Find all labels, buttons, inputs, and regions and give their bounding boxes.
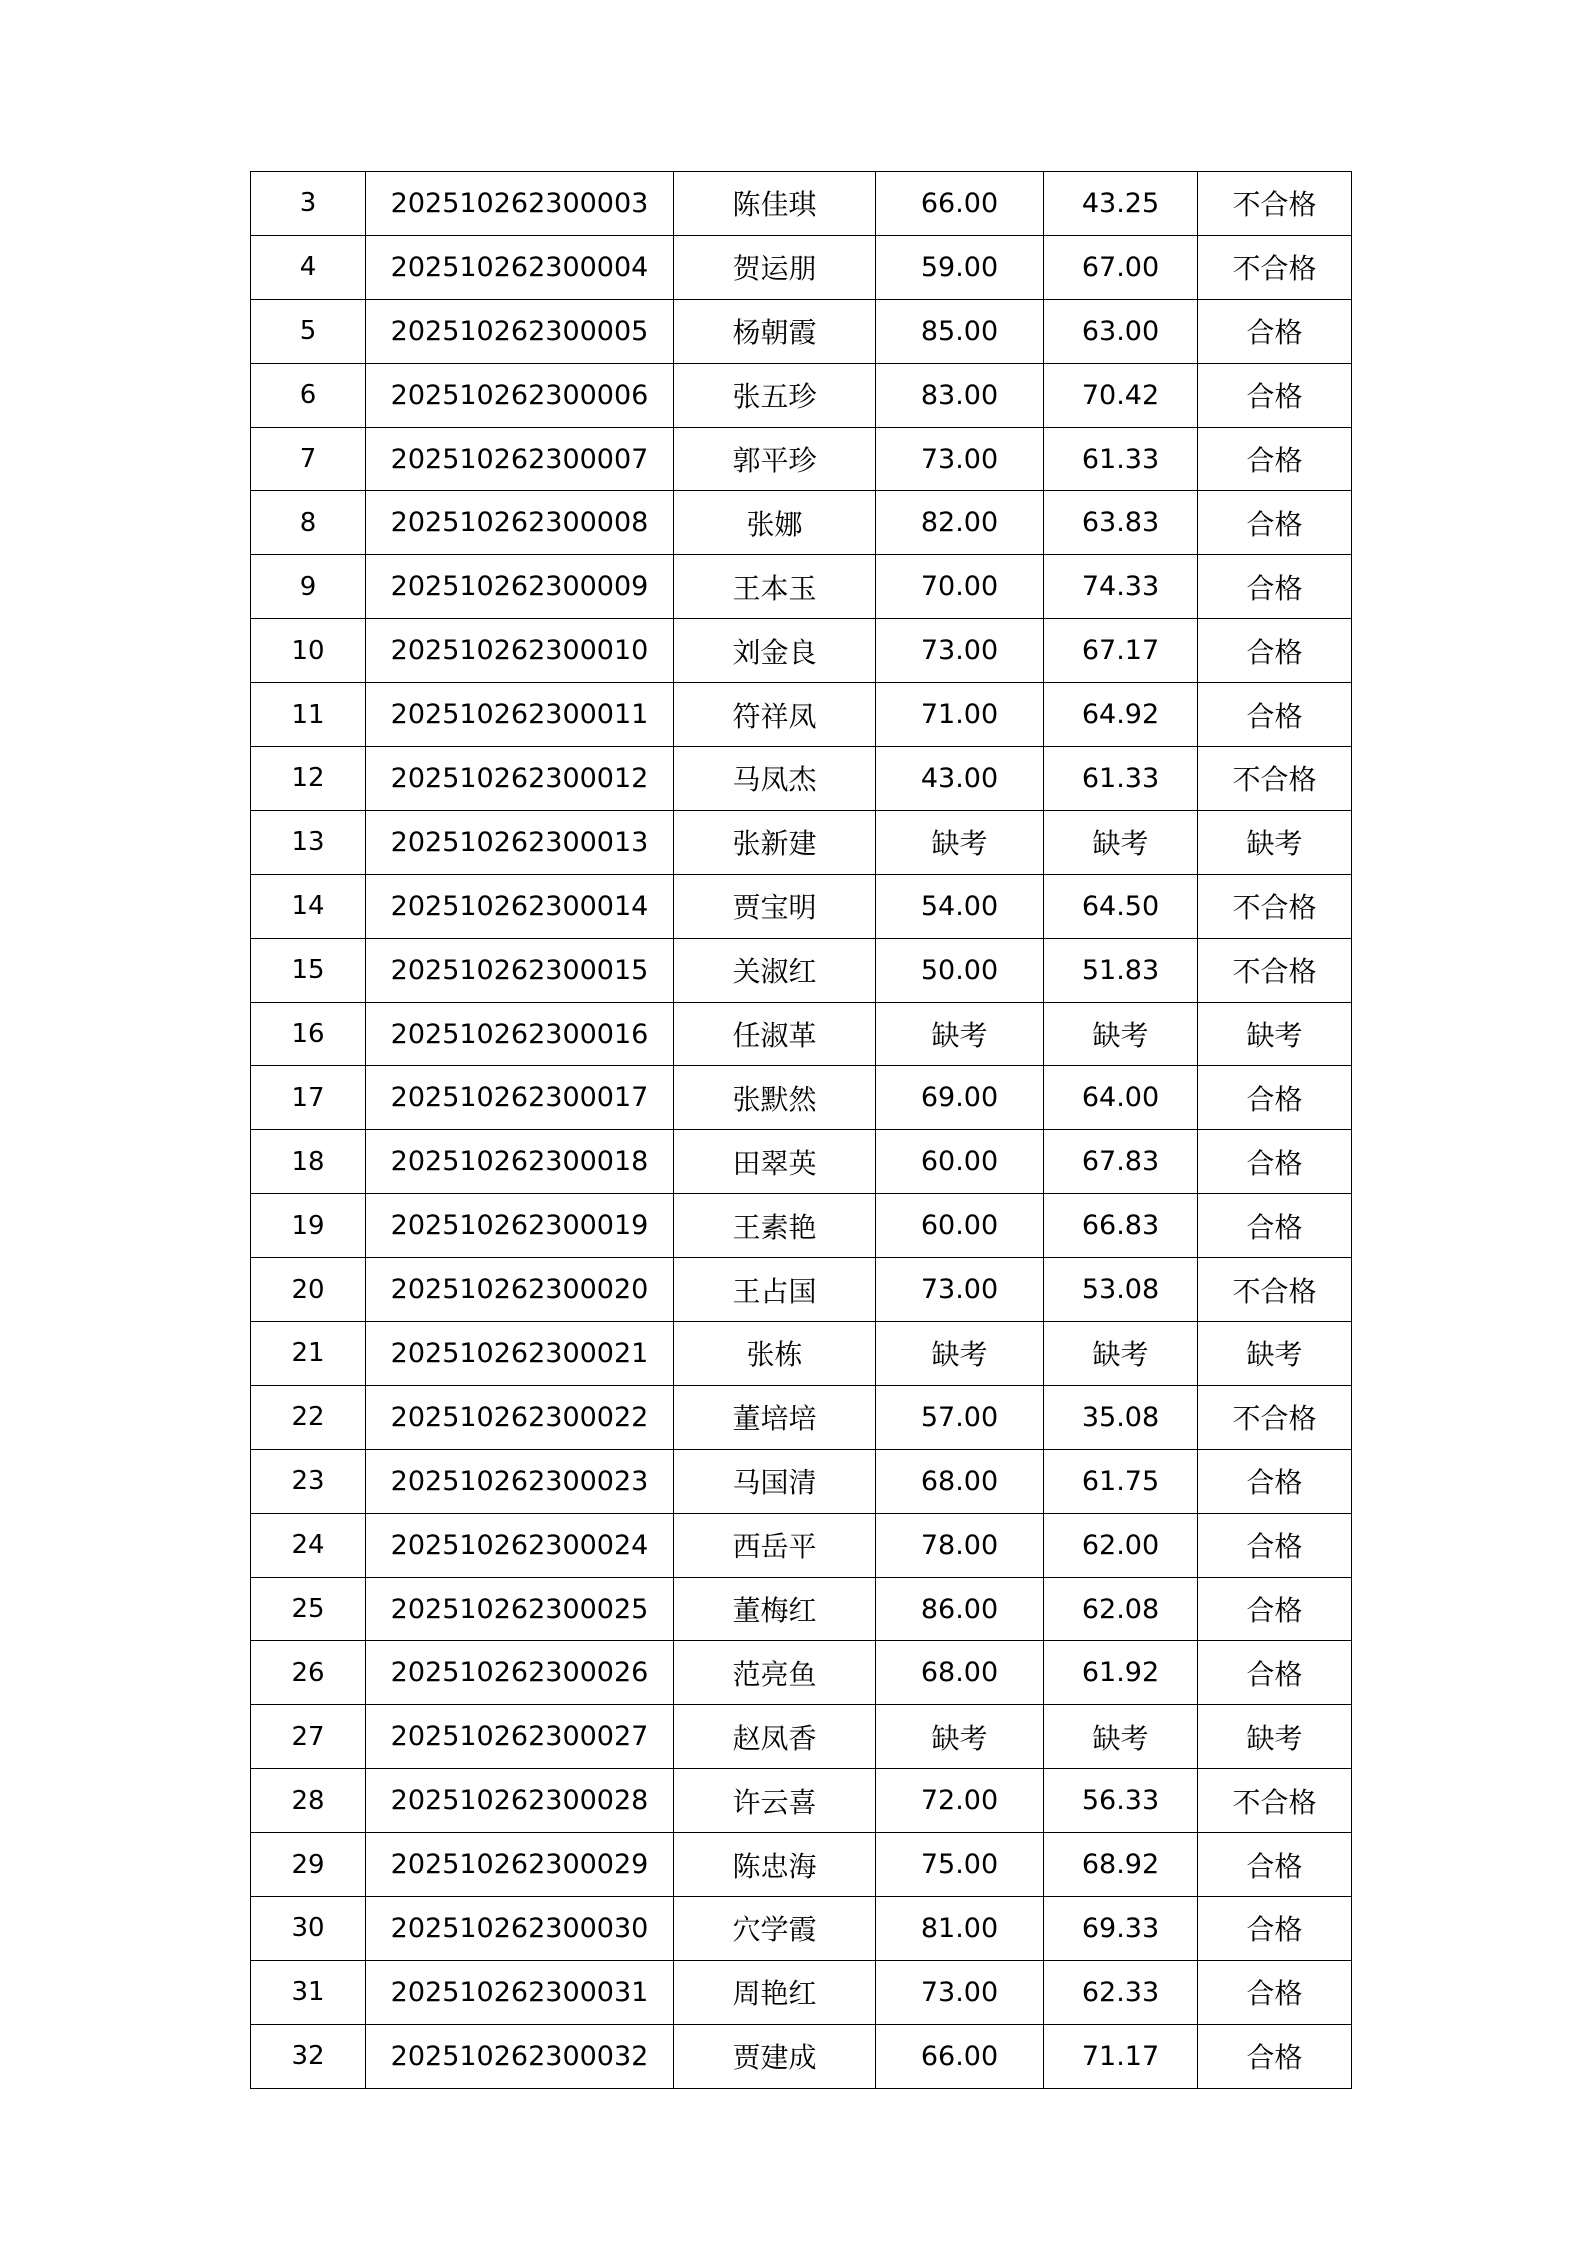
row-number-cell: 22 xyxy=(251,1385,366,1449)
exam-id-cell: 202510262300031 xyxy=(366,1960,674,2024)
table-row xyxy=(251,2024,1352,2088)
candidate-name-cell: 马国清 xyxy=(674,1449,876,1513)
result-cell: 合格 xyxy=(1198,1194,1352,1258)
row-number-cell: 29 xyxy=(251,1833,366,1897)
table-row xyxy=(251,810,1352,874)
table-row xyxy=(251,1385,1352,1449)
score-2-cell: 69.33 xyxy=(1044,1897,1198,1961)
row-number-cell: 12 xyxy=(251,747,366,811)
score-2-cell: 66.83 xyxy=(1044,1194,1198,1258)
result-cell: 不合格 xyxy=(1198,172,1352,236)
result-cell: 缺考 xyxy=(1198,1705,1352,1769)
exam-id-cell: 202510262300004 xyxy=(366,235,674,299)
score-2-cell: 64.50 xyxy=(1044,874,1198,938)
result-cell: 合格 xyxy=(1198,1066,1352,1130)
table-row xyxy=(251,1897,1352,1961)
exam-id-cell: 202510262300017 xyxy=(366,1066,674,1130)
table-row xyxy=(251,1449,1352,1513)
candidate-name-cell: 王本玉 xyxy=(674,555,876,619)
score-2-cell: 64.00 xyxy=(1044,1066,1198,1130)
exam-id-cell: 202510262300018 xyxy=(366,1130,674,1194)
exam-id-cell: 202510262300019 xyxy=(366,1194,674,1258)
score-1-cell: 缺考 xyxy=(876,1705,1044,1769)
score-1-cell: 59.00 xyxy=(876,235,1044,299)
row-number-cell: 31 xyxy=(251,1960,366,2024)
candidate-name-cell: 王素艳 xyxy=(674,1194,876,1258)
score-1-cell: 57.00 xyxy=(876,1385,1044,1449)
score-1-cell: 68.00 xyxy=(876,1641,1044,1705)
table-row xyxy=(251,619,1352,683)
table-row xyxy=(251,1577,1352,1641)
candidate-name-cell: 刘金良 xyxy=(674,619,876,683)
row-number-cell: 19 xyxy=(251,1194,366,1258)
candidate-name-cell: 张五珍 xyxy=(674,363,876,427)
exam-id-cell: 202510262300008 xyxy=(366,491,674,555)
result-cell: 合格 xyxy=(1198,1833,1352,1897)
exam-id-cell: 202510262300023 xyxy=(366,1449,674,1513)
score-2-cell: 67.00 xyxy=(1044,235,1198,299)
score-2-cell: 43.25 xyxy=(1044,172,1198,236)
score-1-cell: 73.00 xyxy=(876,1960,1044,2024)
score-2-cell: 51.83 xyxy=(1044,938,1198,1002)
table-row xyxy=(251,747,1352,811)
result-cell: 缺考 xyxy=(1198,1002,1352,1066)
score-2-cell: 63.83 xyxy=(1044,491,1198,555)
exam-id-cell: 202510262300006 xyxy=(366,363,674,427)
score-1-cell: 缺考 xyxy=(876,1002,1044,1066)
table-row xyxy=(251,1833,1352,1897)
row-number-cell: 7 xyxy=(251,427,366,491)
score-1-cell: 72.00 xyxy=(876,1769,1044,1833)
exam-id-cell: 202510262300011 xyxy=(366,683,674,747)
result-cell: 合格 xyxy=(1198,555,1352,619)
score-1-cell: 75.00 xyxy=(876,1833,1044,1897)
result-cell: 合格 xyxy=(1198,1513,1352,1577)
row-number-cell: 10 xyxy=(251,619,366,683)
row-number-cell: 6 xyxy=(251,363,366,427)
candidate-name-cell: 贾宝明 xyxy=(674,874,876,938)
score-1-cell: 71.00 xyxy=(876,683,1044,747)
result-cell: 不合格 xyxy=(1198,1258,1352,1322)
score-1-cell: 66.00 xyxy=(876,172,1044,236)
table-row xyxy=(251,172,1352,236)
score-2-cell: 71.17 xyxy=(1044,2024,1198,2088)
score-1-cell: 82.00 xyxy=(876,491,1044,555)
candidate-name-cell: 马凤杰 xyxy=(674,747,876,811)
result-cell: 不合格 xyxy=(1198,747,1352,811)
result-cell: 缺考 xyxy=(1198,810,1352,874)
exam-id-cell: 202510262300028 xyxy=(366,1769,674,1833)
result-cell: 合格 xyxy=(1198,427,1352,491)
exam-id-cell: 202510262300022 xyxy=(366,1385,674,1449)
table-row xyxy=(251,299,1352,363)
score-1-cell: 43.00 xyxy=(876,747,1044,811)
score-table-body xyxy=(251,172,1352,2089)
table-row xyxy=(251,1641,1352,1705)
row-number-cell: 23 xyxy=(251,1449,366,1513)
score-1-cell: 68.00 xyxy=(876,1449,1044,1513)
result-cell: 合格 xyxy=(1198,2024,1352,2088)
exam-id-cell: 202510262300012 xyxy=(366,747,674,811)
candidate-name-cell: 西岳平 xyxy=(674,1513,876,1577)
candidate-name-cell: 周艳红 xyxy=(674,1960,876,2024)
score-1-cell: 50.00 xyxy=(876,938,1044,1002)
row-number-cell: 28 xyxy=(251,1769,366,1833)
exam-id-cell: 202510262300010 xyxy=(366,619,674,683)
table-row xyxy=(251,363,1352,427)
exam-id-cell: 202510262300029 xyxy=(366,1833,674,1897)
score-2-cell: 64.92 xyxy=(1044,683,1198,747)
score-1-cell: 70.00 xyxy=(876,555,1044,619)
score-2-cell: 61.75 xyxy=(1044,1449,1198,1513)
row-number-cell: 21 xyxy=(251,1322,366,1386)
result-cell: 合格 xyxy=(1198,683,1352,747)
candidate-name-cell: 贺运朋 xyxy=(674,235,876,299)
table-row xyxy=(251,235,1352,299)
row-number-cell: 3 xyxy=(251,172,366,236)
exam-id-cell: 202510262300021 xyxy=(366,1322,674,1386)
table-row xyxy=(251,1002,1352,1066)
score-1-cell: 85.00 xyxy=(876,299,1044,363)
table-row xyxy=(251,1769,1352,1833)
row-number-cell: 8 xyxy=(251,491,366,555)
table-row xyxy=(251,1513,1352,1577)
row-number-cell: 16 xyxy=(251,1002,366,1066)
result-cell: 合格 xyxy=(1198,299,1352,363)
table-row xyxy=(251,1066,1352,1130)
row-number-cell: 13 xyxy=(251,810,366,874)
score-1-cell: 60.00 xyxy=(876,1130,1044,1194)
score-1-cell: 69.00 xyxy=(876,1066,1044,1130)
score-1-cell: 缺考 xyxy=(876,1322,1044,1386)
table-row xyxy=(251,491,1352,555)
candidate-name-cell: 王占国 xyxy=(674,1258,876,1322)
table-row xyxy=(251,1960,1352,2024)
score-2-cell: 缺考 xyxy=(1044,1705,1198,1769)
score-2-cell: 67.83 xyxy=(1044,1130,1198,1194)
result-cell: 合格 xyxy=(1198,363,1352,427)
result-cell: 合格 xyxy=(1198,491,1352,555)
score-2-cell: 67.17 xyxy=(1044,619,1198,683)
row-number-cell: 11 xyxy=(251,683,366,747)
exam-id-cell: 202510262300007 xyxy=(366,427,674,491)
table-row xyxy=(251,874,1352,938)
result-cell: 合格 xyxy=(1198,1960,1352,2024)
result-cell: 合格 xyxy=(1198,1130,1352,1194)
candidate-name-cell: 穴学霞 xyxy=(674,1897,876,1961)
result-cell: 合格 xyxy=(1198,1449,1352,1513)
candidate-name-cell: 田翠英 xyxy=(674,1130,876,1194)
result-cell: 合格 xyxy=(1198,1897,1352,1961)
candidate-name-cell: 董梅红 xyxy=(674,1577,876,1641)
score-2-cell: 62.00 xyxy=(1044,1513,1198,1577)
row-number-cell: 14 xyxy=(251,874,366,938)
score-1-cell: 60.00 xyxy=(876,1194,1044,1258)
score-2-cell: 62.33 xyxy=(1044,1960,1198,2024)
candidate-name-cell: 陈忠海 xyxy=(674,1833,876,1897)
row-number-cell: 20 xyxy=(251,1258,366,1322)
table-row xyxy=(251,1322,1352,1386)
score-1-cell: 66.00 xyxy=(876,2024,1044,2088)
score-1-cell: 缺考 xyxy=(876,810,1044,874)
score-2-cell: 35.08 xyxy=(1044,1385,1198,1449)
candidate-name-cell: 董培培 xyxy=(674,1385,876,1449)
result-cell: 合格 xyxy=(1198,619,1352,683)
result-cell: 合格 xyxy=(1198,1577,1352,1641)
table-row xyxy=(251,1705,1352,1769)
score-2-cell: 62.08 xyxy=(1044,1577,1198,1641)
exam-id-cell: 202510262300027 xyxy=(366,1705,674,1769)
score-2-cell: 61.33 xyxy=(1044,747,1198,811)
score-2-cell: 缺考 xyxy=(1044,1322,1198,1386)
row-number-cell: 17 xyxy=(251,1066,366,1130)
table-row xyxy=(251,1194,1352,1258)
exam-id-cell: 202510262300003 xyxy=(366,172,674,236)
score-1-cell: 73.00 xyxy=(876,1258,1044,1322)
candidate-name-cell: 张娜 xyxy=(674,491,876,555)
exam-id-cell: 202510262300009 xyxy=(366,555,674,619)
result-cell: 不合格 xyxy=(1198,1385,1352,1449)
score-2-cell: 74.33 xyxy=(1044,555,1198,619)
exam-id-cell: 202510262300013 xyxy=(366,810,674,874)
table-row xyxy=(251,938,1352,1002)
candidate-name-cell: 许云喜 xyxy=(674,1769,876,1833)
result-cell: 缺考 xyxy=(1198,1322,1352,1386)
row-number-cell: 5 xyxy=(251,299,366,363)
exam-id-cell: 202510262300020 xyxy=(366,1258,674,1322)
candidate-name-cell: 关淑红 xyxy=(674,938,876,1002)
table-row xyxy=(251,1258,1352,1322)
result-cell: 合格 xyxy=(1198,1641,1352,1705)
candidate-name-cell: 贾建成 xyxy=(674,2024,876,2088)
row-number-cell: 32 xyxy=(251,2024,366,2088)
score-1-cell: 54.00 xyxy=(876,874,1044,938)
candidate-name-cell: 郭平珍 xyxy=(674,427,876,491)
exam-id-cell: 202510262300026 xyxy=(366,1641,674,1705)
exam-id-cell: 202510262300032 xyxy=(366,2024,674,2088)
table-row xyxy=(251,1130,1352,1194)
candidate-name-cell: 张默然 xyxy=(674,1066,876,1130)
exam-id-cell: 202510262300024 xyxy=(366,1513,674,1577)
exam-id-cell: 202510262300015 xyxy=(366,938,674,1002)
row-number-cell: 15 xyxy=(251,938,366,1002)
score-1-cell: 73.00 xyxy=(876,619,1044,683)
candidate-name-cell: 符祥凤 xyxy=(674,683,876,747)
row-number-cell: 24 xyxy=(251,1513,366,1577)
candidate-name-cell: 陈佳琪 xyxy=(674,172,876,236)
table-row xyxy=(251,683,1352,747)
score-2-cell: 61.33 xyxy=(1044,427,1198,491)
exam-id-cell: 202510262300016 xyxy=(366,1002,674,1066)
score-1-cell: 78.00 xyxy=(876,1513,1044,1577)
score-2-cell: 缺考 xyxy=(1044,810,1198,874)
score-2-cell: 56.33 xyxy=(1044,1769,1198,1833)
score-2-cell: 68.92 xyxy=(1044,1833,1198,1897)
score-1-cell: 73.00 xyxy=(876,427,1044,491)
result-cell: 不合格 xyxy=(1198,874,1352,938)
row-number-cell: 30 xyxy=(251,1897,366,1961)
candidate-name-cell: 范亮鱼 xyxy=(674,1641,876,1705)
score-2-cell: 53.08 xyxy=(1044,1258,1198,1322)
row-number-cell: 27 xyxy=(251,1705,366,1769)
candidate-name-cell: 张栋 xyxy=(674,1322,876,1386)
row-number-cell: 26 xyxy=(251,1641,366,1705)
score-1-cell: 81.00 xyxy=(876,1897,1044,1961)
exam-id-cell: 202510262300030 xyxy=(366,1897,674,1961)
exam-id-cell: 202510262300014 xyxy=(366,874,674,938)
candidate-name-cell: 任淑革 xyxy=(674,1002,876,1066)
score-2-cell: 70.42 xyxy=(1044,363,1198,427)
row-number-cell: 4 xyxy=(251,235,366,299)
exam-id-cell: 202510262300005 xyxy=(366,299,674,363)
score-table xyxy=(250,171,1352,2089)
score-2-cell: 缺考 xyxy=(1044,1002,1198,1066)
score-2-cell: 63.00 xyxy=(1044,299,1198,363)
candidate-name-cell: 赵凤香 xyxy=(674,1705,876,1769)
result-cell: 不合格 xyxy=(1198,938,1352,1002)
exam-id-cell: 202510262300025 xyxy=(366,1577,674,1641)
score-1-cell: 83.00 xyxy=(876,363,1044,427)
table-row xyxy=(251,427,1352,491)
result-cell: 不合格 xyxy=(1198,1769,1352,1833)
table-row xyxy=(251,555,1352,619)
row-number-cell: 9 xyxy=(251,555,366,619)
score-2-cell: 61.92 xyxy=(1044,1641,1198,1705)
candidate-name-cell: 杨朝霞 xyxy=(674,299,876,363)
score-1-cell: 86.00 xyxy=(876,1577,1044,1641)
row-number-cell: 18 xyxy=(251,1130,366,1194)
row-number-cell: 25 xyxy=(251,1577,366,1641)
result-cell: 不合格 xyxy=(1198,235,1352,299)
candidate-name-cell: 张新建 xyxy=(674,810,876,874)
